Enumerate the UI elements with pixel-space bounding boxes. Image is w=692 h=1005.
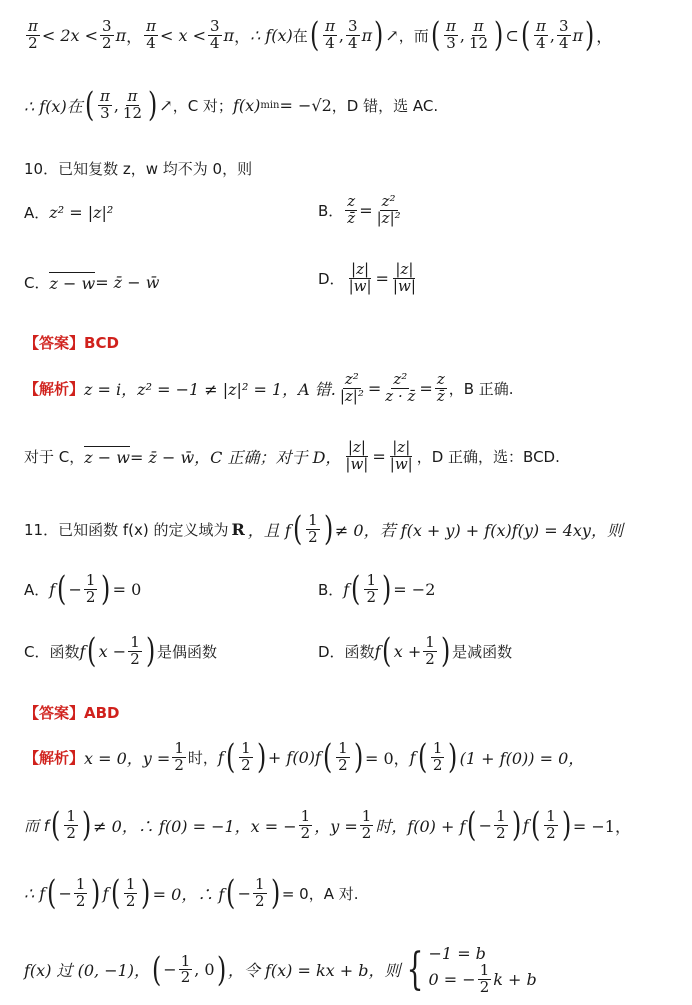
- fraction: $\frac{1}{2}$: [308, 510, 318, 546]
- q10-option-a[interactable]: A． z² = |z|²: [24, 203, 114, 222]
- fraction: $\frac{|z|}{|w|}$: [348, 260, 372, 295]
- fraction: $\frac{\text{z²}}{\text{|z|²}}$: [376, 192, 401, 227]
- analysis-11-line-1: 【解析】 x = 0，y = $\frac{1}{2}$ 时， f ( $\frac{1}{2}$ ) + f(0)f ( $\frac{1}{2}$ ) = 0， f ( $\frac{1}{2}$ ) (1 + f(0)) = 0，: [24, 737, 585, 777]
- q11-option-b[interactable]: B． f ( $\frac{1}{2}$ ) = −2: [318, 569, 436, 609]
- fraction: $\frac{\pi}{2}$: [28, 16, 38, 52]
- q11-option-c[interactable]: C．函数 f ( x − $\frac{1}{2}$ ) 是偶函数: [24, 631, 218, 671]
- fraction: $\frac{\text{z²}}{\text{|z|²}}$: [339, 370, 364, 405]
- fraction: $\frac{3}{4}$: [210, 16, 220, 52]
- analysis-11-line-3: ∴ f ( − $\frac{1}{2}$ ) f ( $\frac{1}{2}$ ) = 0，∴ f ( − $\frac{1}{2}$ ) = 0，A 对.: [24, 873, 359, 913]
- fraction: $\frac{\text{z²}}{z \cdot z̄}$: [385, 370, 416, 405]
- fraction: $\frac{\pi}{12}$: [122, 86, 143, 122]
- derivation-line-1: $\frac{\pi}{2}$ < 2x < $\frac{3}{2}$ π ， $\frac{\pi}{4}$ < x < $\frac{3}{4}$ π ， ∴ f(x) 在 ( $\frac{\pi}{4}$ , $\frac{3}{4}$ π ) ↗ ，而 ( $\frac{\pi}{3}$ , $\frac{\pi}{12}$ ) ⊂ ( $\frac{\pi}{4}$ , $\frac{3}{4}$ π ) ，: [28, 15, 613, 55]
- fraction: $\frac{\pi}{3}$: [446, 16, 456, 52]
- fraction: $\frac{3}{4}$: [558, 16, 569, 52]
- derivation-line-2: ∴ f(x)在 ( $\frac{\pi}{3}$ , $\frac{\pi}{12}$ ) ↗ ，C 对； f(x) min = −√2 ，D 错，选 AC.: [24, 85, 439, 125]
- q11-option-a[interactable]: A． f ( − $\frac{1}{2}$ ) = 0: [24, 569, 142, 609]
- fraction: $\frac{|z|}{|w|}$: [389, 438, 413, 473]
- q10-option-c[interactable]: C． z − w = z̄ − w̄: [24, 273, 160, 293]
- question-10-stem: 10．已知复数 z，w 均不为 0，则: [24, 160, 253, 178]
- answer-10: 【答案】 BCD: [24, 333, 119, 352]
- fraction: $\frac{3}{2}$: [102, 16, 112, 52]
- equation-system: −1 = b 0 = − $\frac{1}{2}$ k + b: [428, 944, 537, 996]
- fraction: $\frac{\pi}{4}$: [146, 16, 156, 52]
- q10-option-d[interactable]: D． $\frac{|z|}{|w|}$ = $\frac{|z|}{|w|}$: [318, 260, 416, 295]
- analysis-11-line-2: 而 f ( $\frac{1}{2}$ ) ≠ 0，∴ f(0) = −1，x = − $\frac{1}{2}$ ，y = $\frac{1}{2}$ 时，f(0) + f ( − $\frac{1}{2}$ ) f ( $\frac{1}{2}$ ) = −1，: [24, 805, 631, 845]
- fraction: $\frac{|z|}{|w|}$: [392, 260, 416, 295]
- fraction: $\frac{z}{z̄}$: [347, 192, 356, 227]
- answer-11: 【答案】 ABD: [24, 703, 120, 722]
- analysis-11-line-4: f(x) 过 (0, −1)， ( − $\frac{1}{2}$ , 0 ) ，令 f(x) = kx + b，则 { −1 = b 0 = − $\frac{1}{2}$ k + b: [24, 943, 537, 996]
- q10-option-b[interactable]: B． $\frac{z}{z̄}$ = $\frac{\text{z²}}{\text{|z|²}}$: [318, 192, 401, 227]
- analysis-10-line-2: 对于 C， z − w = z̄ − w̄，C 正确；对于 D， $\frac{|z|}{|w|}$ = $\frac{|z|}{|w|}$ ，D 正确，选：BCD.: [24, 438, 560, 473]
- fraction: $\frac{|z|}{|w|}$: [345, 438, 369, 473]
- fraction: $\frac{3}{4}$: [348, 16, 358, 52]
- fraction: $\frac{\pi}{3}$: [99, 86, 110, 122]
- fraction: $\frac{\pi}{12}$: [468, 16, 489, 52]
- fraction: $\frac{\pi}{4}$: [325, 16, 335, 52]
- question-11-stem: 11．已知函数 f(x) 的定义域为 R ，且 f ( $\frac{1}{2}$ ) ≠ 0，若 f(x + y) + f(x)f(y) = 4xy，则: [24, 509, 623, 549]
- analysis-10-line-1: 【解析】 z = i，z² = −1 ≠ |z|² = 1，A 错. $\frac{\text{z²}}{\text{|z|²}}$ = $\frac{\text{z²}}{z \cdot z̄}$ = $\frac{z}{z̄}$ ，B 正确.: [24, 370, 514, 405]
- fraction: $\frac{\pi}{4}$: [536, 16, 546, 52]
- q11-option-d[interactable]: D．函数 f ( x + $\frac{1}{2}$ ) 是减函数: [318, 631, 513, 671]
- fraction: $\frac{z}{z̄}$: [436, 370, 445, 405]
